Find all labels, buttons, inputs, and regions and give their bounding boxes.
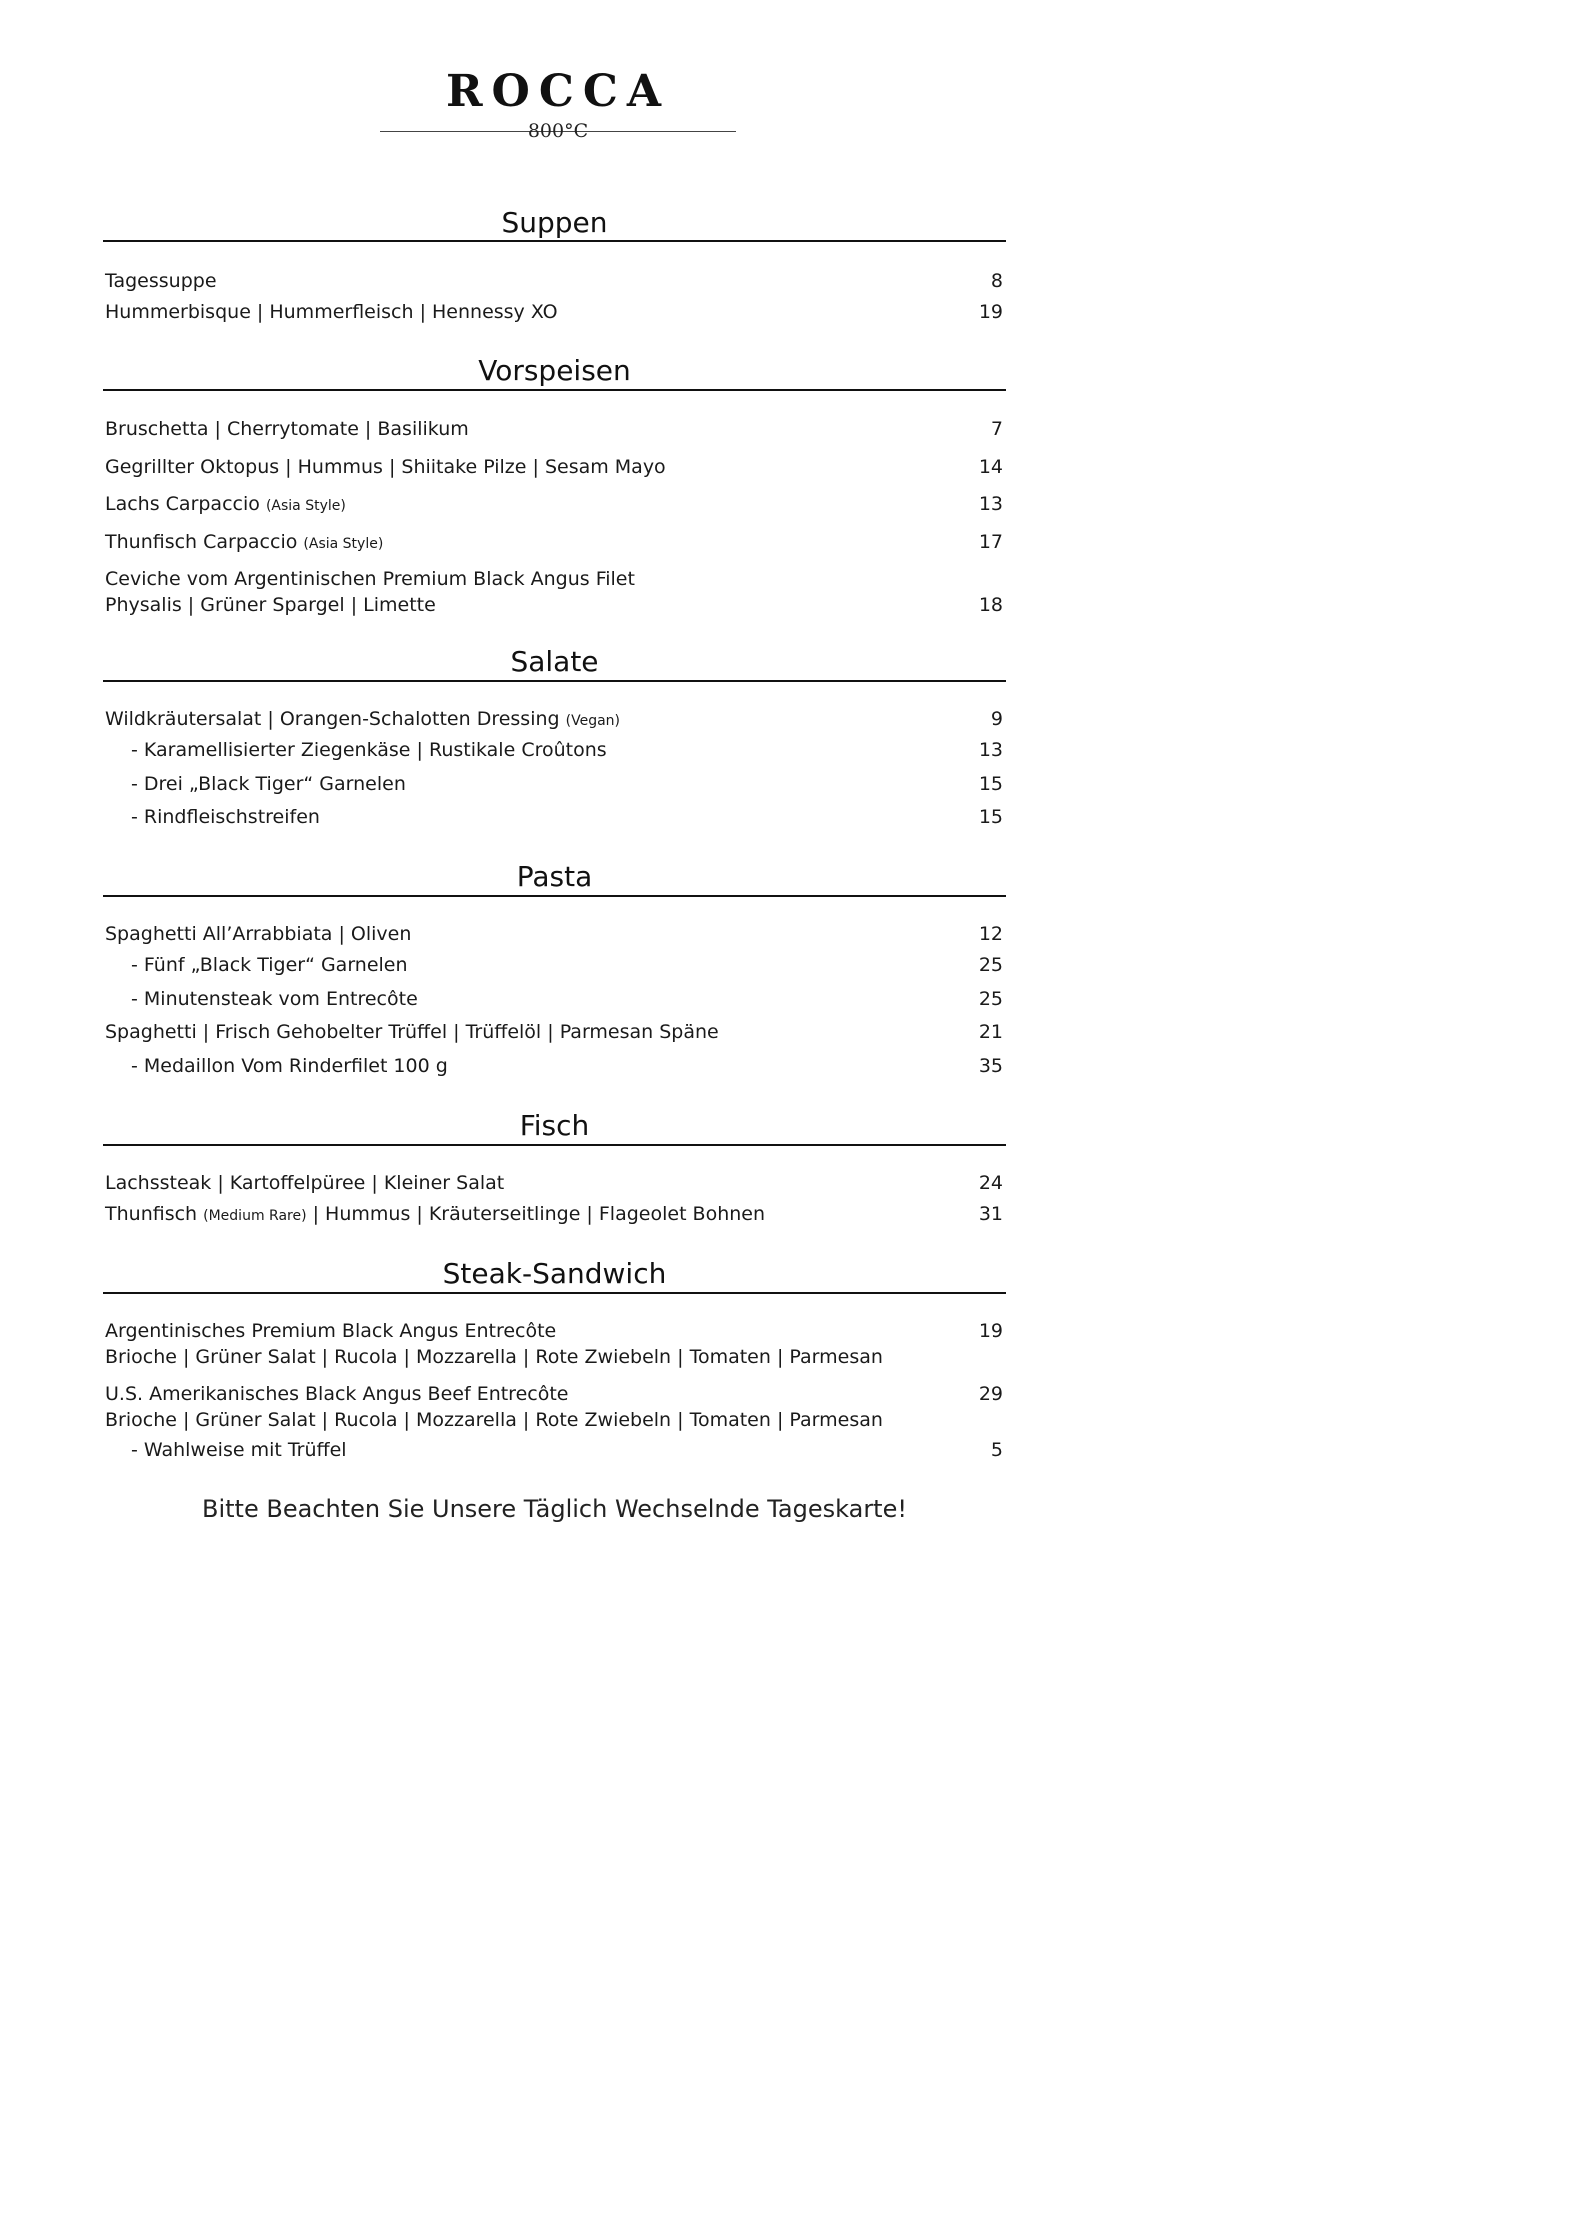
item-name: Lachssteak | Kartoffelpüree | Kleiner Salat — [105, 1172, 505, 1194]
section-title-suppen: Suppen — [501, 206, 608, 239]
section-rule — [103, 895, 1006, 897]
item-name: U.S. Amerikanisches Black Angus Beef Entrecôte — [105, 1383, 569, 1405]
section-rule — [103, 240, 1006, 242]
item-price: 21 — [978, 1021, 1003, 1043]
item-name: Tagessuppe — [105, 270, 217, 292]
menu-item — [105, 1319, 1003, 1371]
item-price: 9 — [990, 708, 1003, 730]
item-name: Argentinisches Premium Black Angus Entrecôte — [105, 1320, 557, 1342]
item-description: Brioche | Grüner Salat | Rucola | Mozzarella | Rote Zwiebeln | Tomaten | Parmesan — [105, 1346, 883, 1368]
menu-item — [105, 567, 1003, 619]
menu-page — [0, 0, 1100, 1556]
item-name: Gegrillter Oktopus | Hummus | Shiitake Pilze | Sesam Mayo — [105, 456, 666, 478]
item-name: Lachs Carpaccio — [105, 493, 260, 515]
item-price: 19 — [978, 1320, 1003, 1342]
item-price: 25 — [978, 954, 1003, 976]
item-name: Bruschetta | Cherrytomate | Basilikum — [105, 418, 469, 440]
item-name: Wildkräutersalat | Orangen-Schalotten Dressing — [105, 708, 560, 730]
item-name-wrapper — [105, 707, 620, 733]
item-price: 18 — [978, 594, 1003, 616]
section-rule — [103, 1292, 1006, 1294]
item-name: Thunfisch Carpaccio — [105, 531, 298, 553]
item-price: 25 — [978, 988, 1003, 1010]
item-price: 29 — [978, 1383, 1003, 1405]
item-note: (Medium Rare) — [203, 1208, 307, 1224]
section-title-fisch: Fisch — [519, 1109, 590, 1142]
item-name: Ceviche vom Argentinischen Premium Black Angus Filet — [105, 568, 635, 590]
section-title-steak-sandwich: Steak-Sandwich — [442, 1257, 667, 1290]
section-title-vorspeisen: Vorspeisen — [478, 354, 631, 387]
section-title-salate: Salate — [510, 645, 599, 678]
item-name: Spaghetti All’Arrabbiata | Oliven — [105, 923, 412, 945]
item-price: 14 — [978, 456, 1003, 478]
item-price: 13 — [978, 739, 1003, 761]
item-name: - Drei „Black Tiger“ Garnelen — [131, 773, 406, 795]
item-price: 24 — [978, 1172, 1003, 1194]
logo-subtitle: 800°C — [527, 120, 589, 142]
item-price: 15 — [978, 773, 1003, 795]
item-name-wrapper — [105, 530, 383, 556]
item-note: (Vegan) — [565, 713, 621, 729]
item-name-wrapper — [105, 492, 346, 518]
item-name: - Karamellisierter Ziegenkäse | Rustikale Croûtons — [131, 739, 607, 761]
item-price: 35 — [978, 1055, 1003, 1077]
item-name: - Wahlweise mit Trüffel — [131, 1439, 347, 1461]
menu-item — [105, 1382, 1003, 1434]
item-price: 7 — [990, 418, 1003, 440]
item-name: - Medaillon Vom Rinderfilet 100 g — [131, 1055, 448, 1077]
item-name-wrapper — [105, 1202, 765, 1228]
item-name: - Minutensteak vom Entrecôte — [131, 988, 418, 1010]
item-name: - Rindfleischstreifen — [131, 806, 320, 828]
item-note: (Asia Style) — [303, 536, 384, 552]
item-price: 17 — [978, 531, 1003, 553]
logo — [380, 68, 736, 144]
item-note: (Asia Style) — [265, 498, 346, 514]
section-rule — [103, 1144, 1006, 1146]
item-description: | Hummus | Kräuterseitlinge | Flageolet Bohnen — [312, 1203, 766, 1225]
footer-note: Bitte Beachten Sie Unsere Täglich Wechselnde Tageskarte! — [202, 1495, 907, 1523]
item-name: Spaghetti | Frisch Gehobelter Trüffel | Trüffelöl | Parmesan Späne — [105, 1021, 719, 1043]
item-price: 8 — [990, 270, 1003, 292]
item-description: Physalis | Grüner Spargel | Limette — [105, 594, 436, 616]
item-price: 19 — [978, 301, 1003, 323]
item-name: Thunfisch — [105, 1203, 198, 1225]
item-name: - Fünf „Black Tiger“ Garnelen — [131, 954, 408, 976]
section-rule — [103, 680, 1006, 682]
section-rule — [103, 389, 1006, 391]
item-name: Hummerbisque | Hummerfleisch | Hennessy XO — [105, 301, 558, 323]
logo-name: ROCCA — [445, 66, 671, 117]
item-price: 15 — [978, 806, 1003, 828]
item-price: 12 — [978, 923, 1003, 945]
item-price: 31 — [978, 1203, 1003, 1225]
item-price: 13 — [978, 493, 1003, 515]
item-price: 5 — [990, 1439, 1003, 1461]
item-description: Brioche | Grüner Salat | Rucola | Mozzarella | Rote Zwiebeln | Tomaten | Parmesan — [105, 1409, 883, 1431]
section-title-pasta: Pasta — [516, 860, 593, 893]
